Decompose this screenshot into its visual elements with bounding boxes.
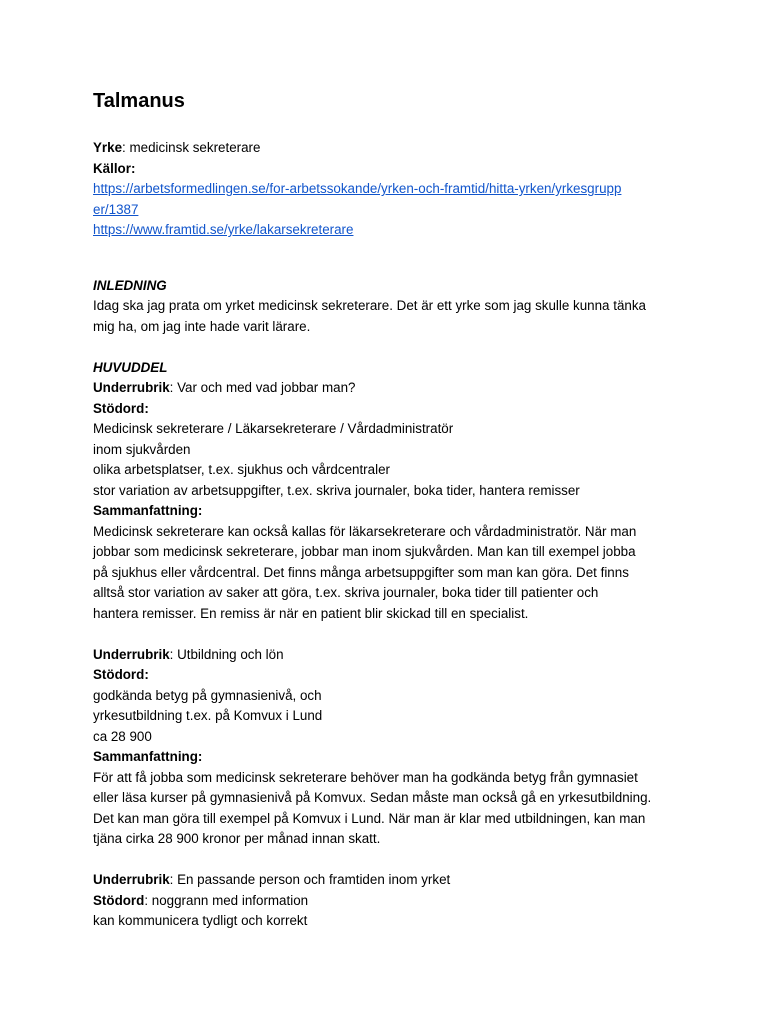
stodord-line <box>93 399 683 420</box>
spacer <box>93 241 683 276</box>
stodord-label: Stödord <box>93 892 145 908</box>
underrubrik-value: : Utbildning och lön <box>169 646 284 662</box>
underrubrik-label: Underrubrik <box>93 380 170 395</box>
source-link-line: https://arbetsformedlingen.se/for-arbetssokande/yrken-och-framtid/hitta-yrken/yrkesgrupp <box>93 181 622 196</box>
stodord-label: Stödord <box>93 400 145 416</box>
stodord-item: Medicinsk sekreterare / Läkarsekreterare / Vårdadministratör <box>93 421 454 436</box>
summary-line: tjäna cirka 28 900 kronor per månad innan skatt. <box>93 831 381 846</box>
stodord-inline: : noggrann med information <box>144 892 309 908</box>
stodord-inline: : <box>144 667 149 682</box>
summary-line: eller läsa kurser på gymnasienivå på Komvux. Sedan måste man också gå en yrkesutbildning. <box>93 790 652 805</box>
stodord-line <box>93 665 683 686</box>
yrke-line <box>93 138 683 159</box>
summary-line: Medicinsk sekreterare kan också kallas för läkarsekreterare och vårdadministratör. När man <box>93 523 637 539</box>
kallor-label: Källor: <box>93 160 136 176</box>
stodord-inline: : <box>144 400 149 416</box>
huvuddel-heading: HUVUDDEL <box>93 359 168 375</box>
underrubrik-value: : Var och med vad jobbar man? <box>169 380 356 395</box>
inledning-heading: INLEDNING <box>93 277 167 293</box>
document-body <box>93 138 683 932</box>
stodord-line <box>93 891 683 912</box>
summary-line: på sjukhus eller vårdcentral. Det finns många arbetsuppgifter som man kan göra. Det finns <box>93 564 629 580</box>
yrke-value: : medicinsk sekreterare <box>122 140 261 155</box>
inledning-text-line: mig ha, om jag inte hade varit lärare. <box>93 318 311 334</box>
stodord-item: stor variation av arbetsuppgifter, t.ex. skriva journaler, boka tider, hantera remisser <box>93 482 580 498</box>
underrubrik-label: Underrubrik <box>93 646 170 662</box>
spacer <box>93 624 683 645</box>
spacer <box>93 337 683 358</box>
underrubrik-label: Underrubrik <box>93 872 170 887</box>
sammanfattning-label: Sammanfattning: <box>93 503 203 518</box>
sammanfattning-label: Sammanfattning: <box>93 749 203 764</box>
summary-line: För att få jobba som medicinsk sekreterare behöver man ha godkända betyg från gymnasiet <box>93 769 638 785</box>
spacer <box>93 850 683 871</box>
source-link-framtid[interactable]: https://www.framtid.se/yrke/lakarsekreterare <box>93 222 354 237</box>
subheading-line <box>93 645 683 666</box>
stodord-item: ca 28 900 <box>93 728 152 744</box>
stodord-item: godkända betyg på gymnasienivå, och <box>93 687 322 703</box>
underrubrik-value: : En passande person och framtiden inom yrket <box>169 872 451 887</box>
stodord-item: inom sjukvården <box>93 441 191 457</box>
stodord-item: yrkesutbildning t.ex. på Komvux i Lund <box>93 708 323 723</box>
summary-line: jobbar som medicinsk sekreterare, jobbar man inom sjukvården. Man kan till exempel jobba <box>93 544 636 559</box>
subheading-line <box>93 870 683 891</box>
stodord-label: Stödord <box>93 667 145 682</box>
summary-line: Det kan man göra till exempel på Komvux i Lund. När man är klar med utbildningen, kan man <box>93 810 646 826</box>
source-link-arbetsformedlingen[interactable] <box>93 179 683 220</box>
summary-line: alltså stor variation av saker att göra, t.ex. skriva journaler, boka tider till patienter och <box>93 585 599 600</box>
summary-line: hantera remisser. En remiss är när en patient blir skickad till en specialist. <box>93 605 529 621</box>
inledning-text-line: Idag ska jag prata om yrket medicinsk sekreterare. Det är ett yrke som jag skulle kunna tänka <box>93 298 646 313</box>
stodord-item: kan kommunicera tydligt och korrekt <box>93 913 308 928</box>
document-title: Talmanus <box>93 90 185 112</box>
stodord-item: olika arbetsplatser, t.ex. sjukhus och vårdcentraler <box>93 462 390 477</box>
yrke-label: Yrke <box>93 140 123 155</box>
subheading-line <box>93 378 683 399</box>
source-link-line: er/1387 <box>93 201 139 217</box>
